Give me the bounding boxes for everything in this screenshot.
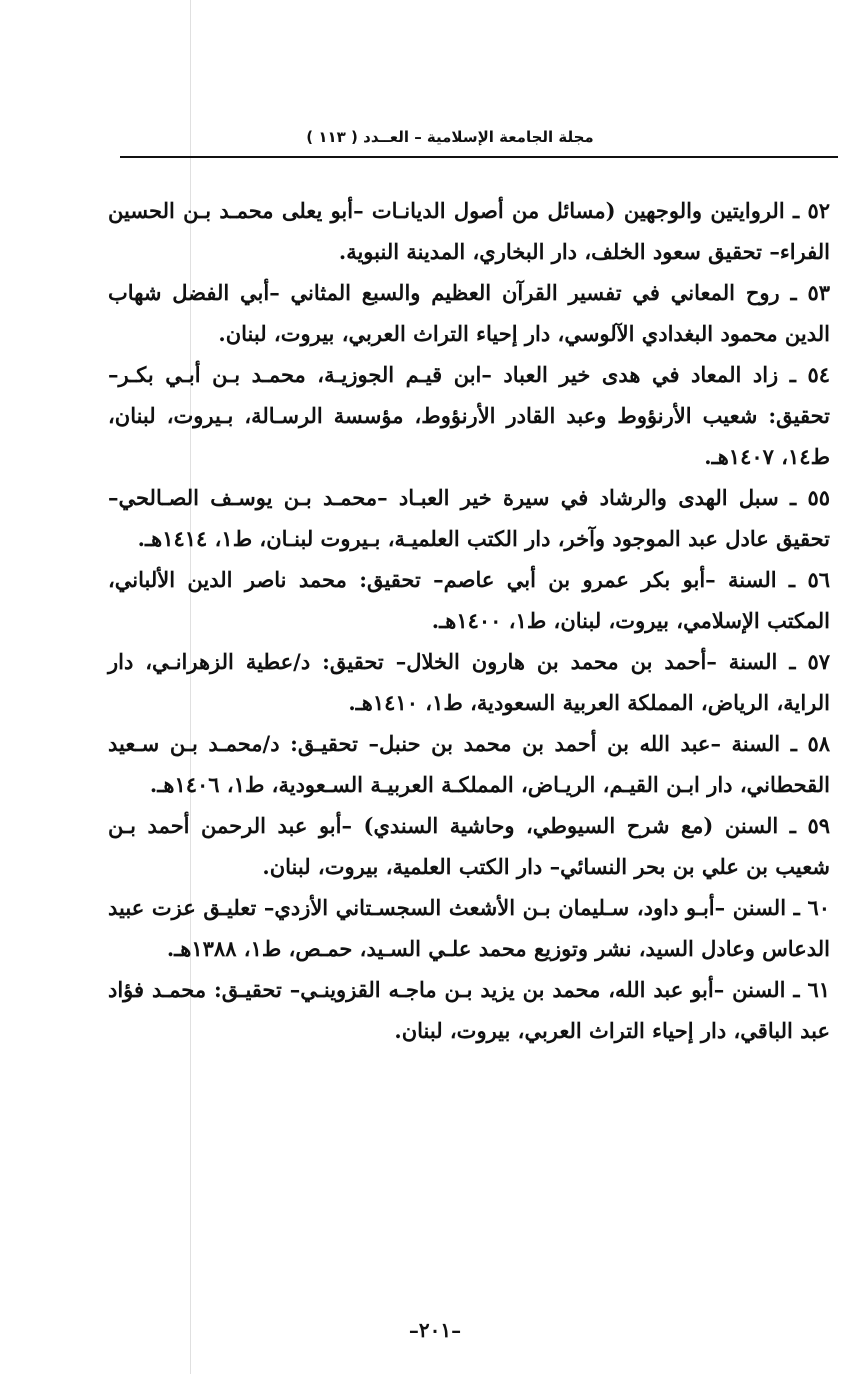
reference-list [108,190,830,1051]
reference-entry-59 [108,805,830,887]
reference-text: ٦١ ـ السنن –أبو عبد الله، محمد بن يزيد بـن ماجـه القزوينـي– تحقيـق: محمـد فؤاد عبد الباقي، دار إحياء التراث العربي، بيروت، لبنان. [108,977,830,1043]
reference-text: ٥٣ ـ روح المعاني في تفسير القرآن العظيم والسبع المثاني –أبي الفضل شهاب الدين محمود البغدادي الآلوسي، دار إحياء التراث العربي، بيروت، لبنان. [108,280,830,346]
reference-entry-52 [108,190,830,272]
reference-entry-56 [108,559,830,641]
reference-text: ٦٠ ـ السنن –أبـو داود، سـليمان بـن الأشعث السجسـتاني الأزدي– تعليـق عزت عبيد الدعاس وعادل السيد، نشر وتوزيع محمد علـي السـيد، حمـص، ط١، ١٣٨٨هـ. [108,895,830,961]
reference-text: ٥٤ ـ زاد المعاد في هدى خير العباد –ابن قيـم الجوزيـة، محمـد بـن أبـي بكـر– تحقيق: شعيب الأرنؤوط وعبد القادر الأرنؤوط، مؤسسة الرسـالة، بـيروت، لبنان، ط١٤، ١٤٠٧هـ. [108,362,830,469]
reference-entry-61 [108,969,830,1051]
reference-entry-57 [108,641,830,723]
reference-text: ٥٩ ـ السنن (مع شرح السيوطي، وحاشية السندي) –أبو عبد الرحمن أحمد بـن شعيب بن علي بن بحر النسائي– دار الكتب العلمية، بيروت، لبنان. [108,813,830,879]
reference-entry-58 [108,723,830,805]
page-number: –٢٠١– [408,1318,462,1342]
reference-entry-53 [108,272,830,354]
reference-entry-54 [108,354,830,477]
header-rule [120,156,838,158]
reference-text: ٥٨ ـ السنة –عبد الله بن أحمد بن محمد بن حنبل– تحقيـق: د/محمـد بـن سـعيد القحطاني، دار ابـن القيـم، الريـاض، المملكـة العربيـة السـعودية، ط١، ١٤٠٦هـ. [108,731,830,797]
reference-entry-55 [108,477,830,559]
reference-text: ٥٦ ـ السنة –أبو بكر عمرو بن أبي عاصم– تحقيق: محمد ناصر الدين الألباني، المكتب الإسلامي، بيروت، لبنان، ط١، ١٤٠٠هـ. [108,567,830,633]
reference-entry-60 [108,887,830,969]
reference-text: ٥٥ ـ سبل الهدى والرشاد في سيرة خير العبـاد –محمـد بـن يوسـف الصـالحي– تحقيق عادل عبد الموجود وآخر، دار الكتب العلميـة، بـيروت لبنـان، ط١، ١٤١٤هـ. [108,485,830,551]
running-header: مجلة الجامعة الإسلامية – العــدد ( ١١٣ ) [306,128,594,146]
reference-text: ٥٢ ـ الروايتين والوجهين (مسائل من أصول الديانـات –أبو يعلى محمـد بـن الحسين الفراء– تحقيق سعود الخلف، دار البخاري، المدينة النبوية. [108,198,830,264]
reference-text: ٥٧ ـ السنة –أحمد بن محمد بن هارون الخلال– تحقيق: د/عطية الزهرانـي، دار الراية، الرياض، المملكة العربية السعودية، ط١، ١٤١٠هـ. [108,649,830,715]
